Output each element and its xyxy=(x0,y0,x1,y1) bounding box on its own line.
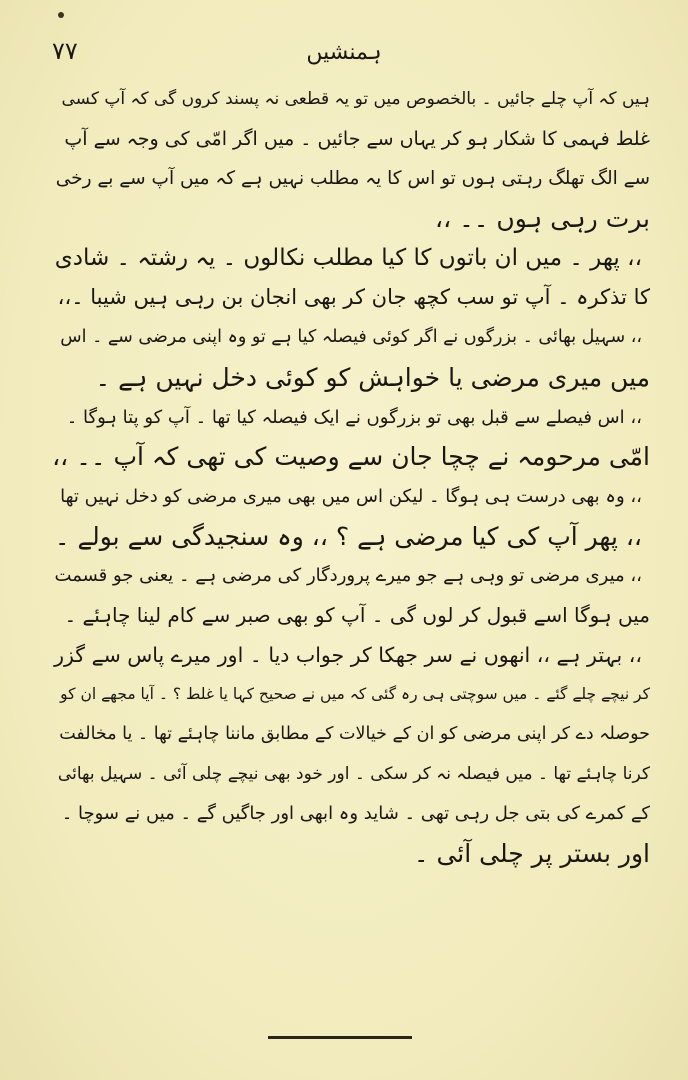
text-line: حوصلہ دے کر اپنی مرضی کو ان کے خیالات کے مطابق ماننا چاہئے تھا ۔ یا مخالفت xyxy=(59,724,650,744)
text-line: ،، وہ بھی درست ہی ہوگا ۔ لیکن اس میں بھی میری مرضی کو دخل نہیں تھا xyxy=(60,485,642,507)
text-line: ،، پھر ۔ میں ان باتوں کا کیا مطلب نکالوں ۔ یہ رشتہ ۔ شادی xyxy=(54,244,642,271)
text-line: ،، سہیل بھائی ۔ بزرگوں نے اگر کوئی فیصلہ کیا ہے تو وہ اپنی مرضی سے ۔ اس xyxy=(60,327,642,348)
text-line: غلط فہمی کا شکار ہو کر یہاں سے جائیں ۔ میں اگر امّی کی وجہ سے آپ xyxy=(64,127,650,150)
page-number: ۷۷ xyxy=(52,37,78,65)
text-line: کر نیچے چلے گئے ۔ میں سوچتی ہی رہ گئی کہ میں نے صحیح کہا یا غلط ؟ ۔ آیا مجھے ان کو xyxy=(60,685,650,704)
text-line: کا تذکرہ ۔ آپ تو سب کچھ جان کر بھی انجان بن رہی ہیں شیبا ۔،، xyxy=(57,285,650,310)
text-line: ،، میری مرضی تو وہی ہے جو میرے پروردگار کی مرضی ہے ۔ یعنی جو قسمت xyxy=(54,565,642,587)
body-text xyxy=(52,80,650,874)
text-line: میں ہوگا اسے قبول کر لوں گی ۔ آپ کو بھی صبر سے کام لینا چاہئے ۔ xyxy=(64,602,650,627)
text-line: برت رہی ہوں ۔۔ ،، xyxy=(435,204,650,234)
text-line: اور بستر پر چلی آئی ۔ xyxy=(413,839,650,869)
text-line: ،، بہتر ہے ،، انھوں نے سر جھکا کر جواب دیا ۔ اور میرے پاس سے گزر xyxy=(54,642,642,667)
text-line: امّی مرحومہ نے چچا جان سے وصیت کی تھی کہ آپ ۔۔ ،، xyxy=(52,442,650,472)
text-line: سے الگ تھلگ رہتی ہوں تو اس کا یہ مطلب نہیں ہے کہ میں آپ سے بے رخی xyxy=(55,168,650,190)
text-line: میں میری مرضی یا خواہش کو کوئی دخل نہیں ہے ۔ xyxy=(95,362,650,392)
text-line: ،، اس فیصلے سے قبل بھی تو بزرگوں نے ایک فیصلہ کیا تھا ۔ آپ کو پتا ہوگا ۔ xyxy=(66,406,642,428)
running-title: ہمنشیں xyxy=(306,40,382,65)
text-line: ،، پھر آپ کی کیا مرضی ہے ؟ ،، وہ سنجیدگی سے بولے ۔ xyxy=(54,521,642,551)
ink-dot xyxy=(58,12,64,18)
text-line: ہیں کہ آپ چلے جائیں ۔ بالخصوص میں تو یہ قطعی نہ پسند کروں گی کہ آپ کسی xyxy=(61,89,650,109)
chapter-end-rule xyxy=(268,1036,412,1039)
text-line: کرنا چاہئے تھا ۔ میں فیصلہ نہ کر سکی ۔ اور خود بھی نیچے چلی آئی ۔ سہیل بھائی xyxy=(57,763,650,784)
text-line: کے کمرے کی بتی جل رہی تھی ۔ شاید وہ ابھی اور جاگیں گے ۔ میں نے سوچا ۔ xyxy=(61,803,650,825)
